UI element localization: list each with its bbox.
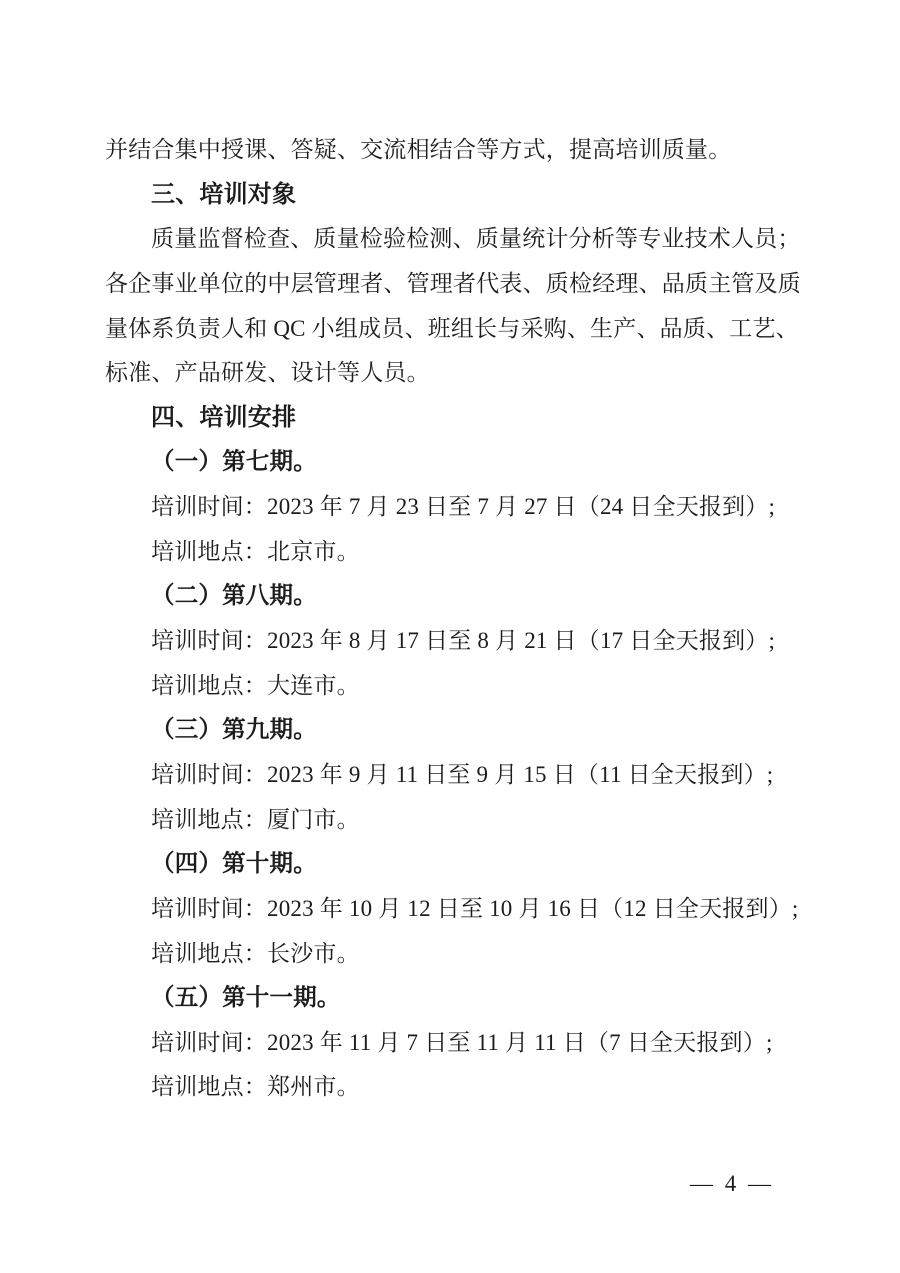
session-9-title: （三）第九期。 (151, 717, 317, 744)
training-audience-line-2: 各企事业单位的中层管理者、管理者代表、质检经理、品质主管及质 (105, 270, 801, 296)
session-11-time: 培训时间：2023 年 11 月 7 日至 11 月 11 日（7 日全天报到）; (151, 1029, 773, 1055)
training-audience-line-1: 质量监督检查、质量检验检测、质量统计分析等专业技术人员； (151, 226, 801, 252)
session-10-title: （四）第十期。 (151, 851, 317, 878)
training-audience-line-3: 量体系负责人和 QC 小组成员、班组长与采购、生产、品质、工艺、 (105, 315, 799, 341)
section-heading-training-audience: 三、培训对象 (151, 180, 297, 208)
session-10-time: 培训时间：2023 年 10 月 12 日至 10 月 16 日（12 日全天报到）; (151, 895, 799, 921)
session-11-title: （五）第十一期。 (151, 985, 341, 1012)
session-8-location: 培训地点：大连市。 (151, 672, 360, 698)
session-7-time: 培训时间：2023 年 7 月 23 日至 7 月 27 日（24 日全天报到）; (151, 494, 776, 520)
paragraph-continuation-line: 并结合集中授课、答疑、交流相结合等方式，提高培训质量。 (105, 137, 732, 162)
session-11-location: 培训地点：郑州市。 (151, 1074, 360, 1100)
document-body (105, 128, 805, 1110)
page-number: — 4 — (690, 1171, 774, 1196)
training-audience-line-4: 标准、产品研发、设计等人员。 (105, 360, 430, 386)
session-9-time: 培训时间：2023 年 9 月 11 日至 9 月 15 日（11 日全天报到）; (151, 761, 774, 787)
session-9-location: 培训地点：厦门市。 (151, 806, 360, 832)
session-8-title: （二）第八期。 (151, 583, 317, 610)
session-8-time: 培训时间：2023 年 8 月 17 日至 8 月 21 日（17 日全天报到）; (151, 628, 776, 654)
session-7-title: （一）第七期。 (151, 449, 317, 476)
session-10-location: 培训地点：长沙市。 (151, 940, 360, 966)
section-heading-training-schedule: 四、培训安排 (151, 403, 297, 431)
session-7-location: 培训地点：北京市。 (151, 538, 360, 564)
